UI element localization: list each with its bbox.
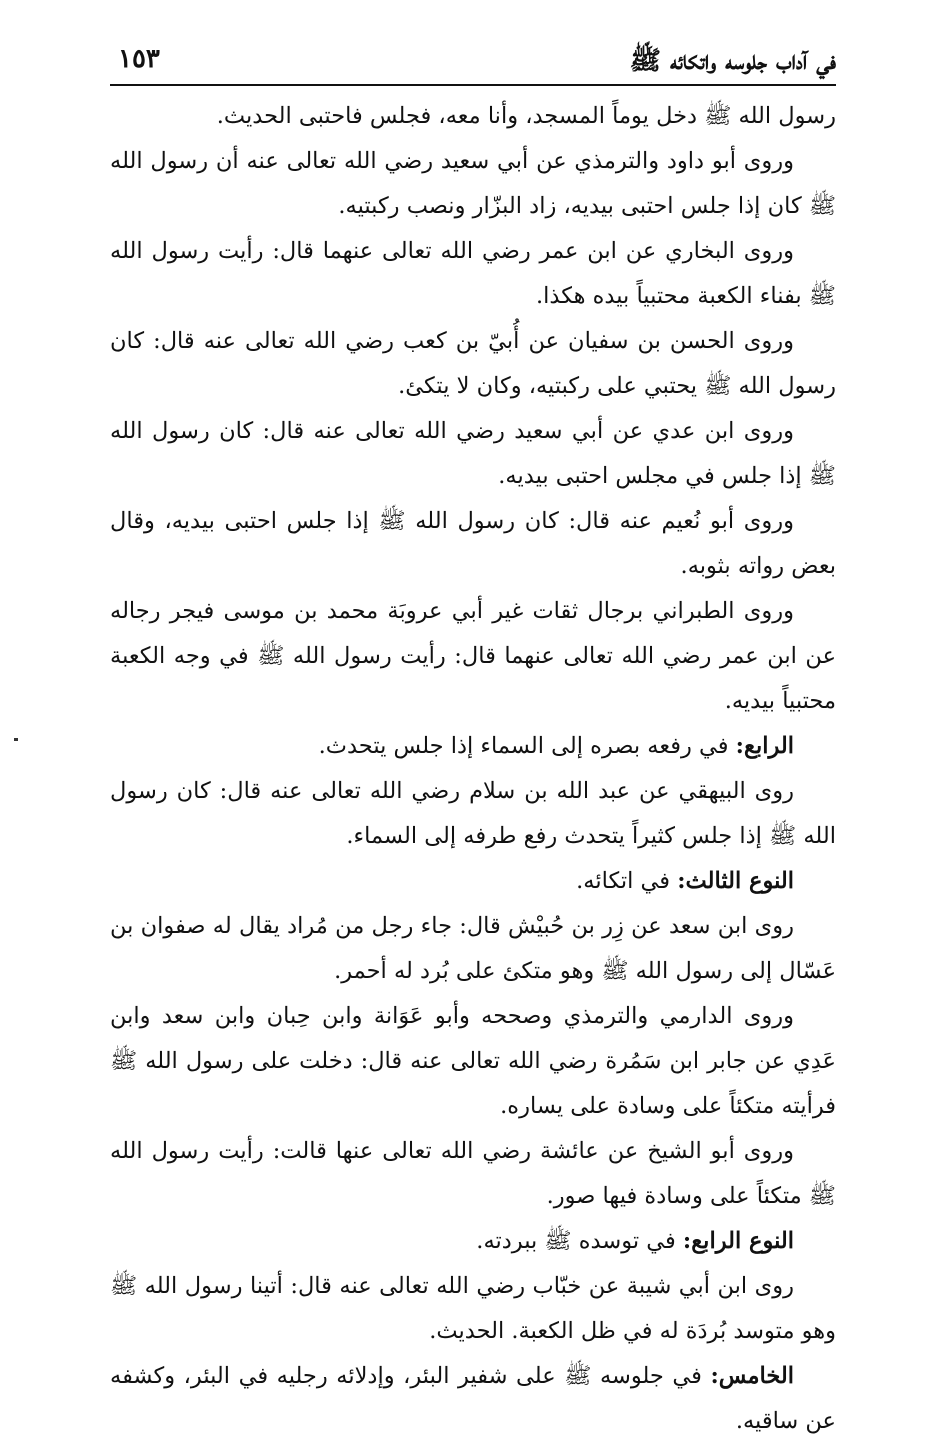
- section-label: الرابع:: [735, 733, 794, 759]
- paragraph: وروى الدارمي والترمذي وصححه وأبو عَوَانة وابن حِبان وابن سعد وابن عَدِي عن جابر ابن سَمُرة رضي الله تعالى عنه قال: دخلت على رسول الله ﷺ فرأيته متكئاً على وسادة على يساره.: [110, 1003, 836, 1119]
- running-title: في آداب جلوسه واتكائه ﷺ: [629, 46, 836, 76]
- paragraph: روى البيهقي عن عبد الله بن سلام رضي الله تعالى عنه قال: كان رسول الله ﷺ إذا جلس كثيراً يتحدث رفع طرفه إلى السماء.: [110, 778, 836, 849]
- paragraph: وروى أبو نُعيم عنه قال: كان رسول الله ﷺ إذا جلس احتبى بيديه، وقال بعض رواته بثوبه.: [110, 508, 836, 579]
- paragraph: روى ابن سعد عن زِر بن حُبيْش قال: جاء رجل من مُراد يقال له صفوان بن عَسّال إلى رسول الله ﷺ وهو متكئ على بُرد له أحمر.: [110, 913, 836, 984]
- page-number: ١٥٣: [118, 44, 160, 74]
- book-page: [110, 38, 836, 1444]
- paragraph: وروى أبو داود والترمذي عن أبي سعيد رضي الله تعالى عنه أن رسول الله ﷺ كان إذا جلس احتبى بيديه، زاد البزّار ونصب ركبتيه.: [110, 148, 836, 219]
- paragraph: وروى ابن عدي عن أبي سعيد رضي الله تعالى عنه قال: كان رسول الله ﷺ إذا جلس في مجلس احتبى بيديه.: [110, 418, 836, 489]
- paragraph: وروى أبو الشيخ عن عائشة رضي الله تعالى عنها قالت: رأيت رسول الله ﷺ متكئاً على وسادة فيها صور.: [110, 1138, 836, 1209]
- page-header: [110, 38, 836, 86]
- margin-mark: [14, 738, 18, 741]
- paragraph: وروى الطبراني برجال ثقات غير أبي عروبَة محمد بن موسى فيجر رجاله عن ابن عمر رضي الله تعالى عنهما قال: رأيت رسول الله ﷺ في وجه الكعبة محتبياً بيديه.: [110, 598, 836, 714]
- paragraph: وروى البخاري عن ابن عمر رضي الله تعالى عنهما قال: رأيت رسول الله ﷺ بفناء الكعبة محتبياً بيده هكذا.: [110, 238, 836, 309]
- section-label: النوع الرابع:: [682, 1228, 794, 1254]
- paragraph: رسول الله ﷺ دخل يوماً المسجد، وأنا معه، فجلس فاحتبى الحديث.: [216, 103, 836, 129]
- body-text: [110, 94, 836, 1444]
- section-label: الخامس:: [710, 1363, 794, 1389]
- section-label: النوع الثالث:: [677, 868, 794, 894]
- section-heading-paragraph: النوع الثالث: في اتكائه.: [576, 868, 794, 894]
- paragraph: روى ابن أبي شيبة عن خبّاب رضي الله تعالى عنه قال: أتينا رسول الله ﷺ وهو متوسد بُردَة له في ظل الكعبة. الحديث.: [110, 1273, 836, 1344]
- section-heading-paragraph: الرابع: في رفعه بصره إلى السماء إذا جلس يتحدث.: [318, 733, 794, 759]
- section-heading-paragraph: الخامس: في جلوسه ﷺ على شفير البئر، وإدلائه رجليه في البئر، وكشفه عن ساقيه.: [110, 1363, 836, 1434]
- section-heading-paragraph: النوع الرابع: في توسده ﷺ ببردته.: [476, 1228, 794, 1254]
- paragraph: وروى الحسن بن سفيان عن أُبيّ بن كعب رضي الله تعالى عنه قال: كان رسول الله ﷺ يحتبي على ركبتيه، وكان لا يتكئ.: [110, 328, 836, 399]
